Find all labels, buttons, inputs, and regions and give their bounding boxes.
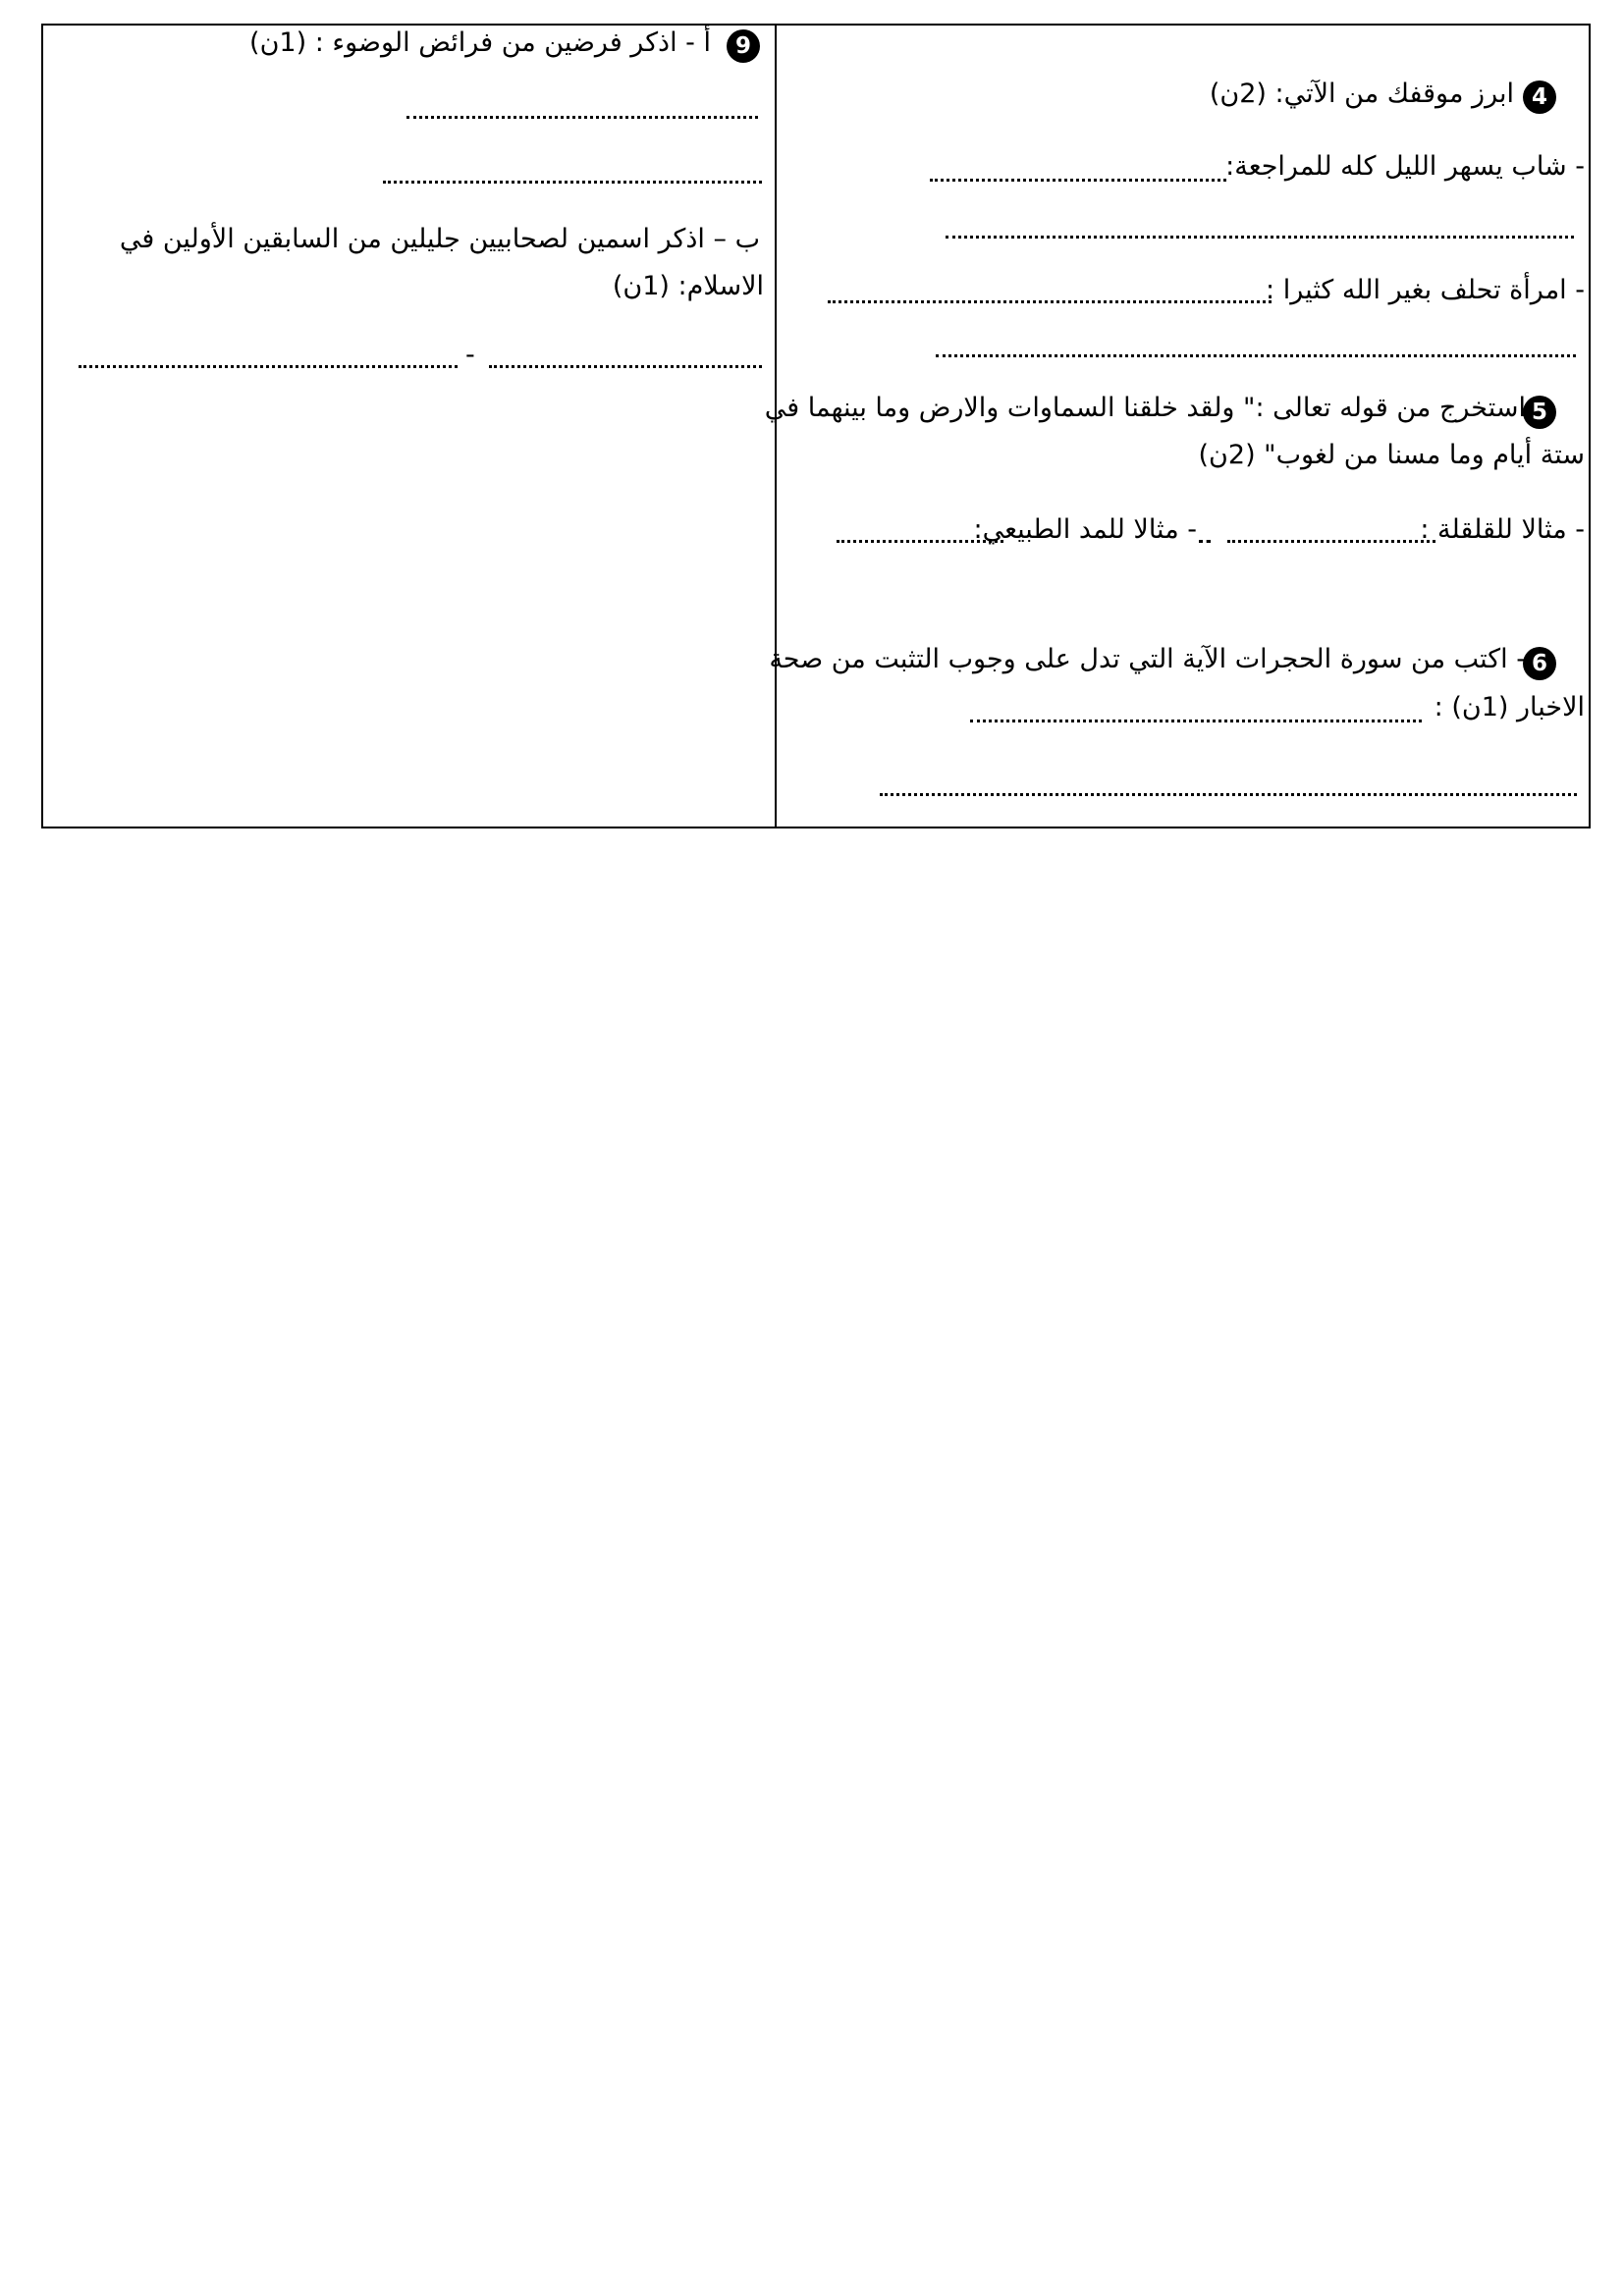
answer-line-6a[interactable] xyxy=(970,720,1422,722)
answer-line-4b[interactable] xyxy=(946,236,1574,239)
question-9-number-badge: 9 xyxy=(727,29,760,63)
answer-line-9b-2[interactable] xyxy=(79,365,458,368)
answer-line-5a[interactable] xyxy=(1227,540,1435,543)
question-9-part-a: أ - اذكر فرضين من فرائض الوضوء : (1ن) xyxy=(249,27,711,58)
question-5-qalqala-label: - مثالا للقلقلة : xyxy=(1420,514,1585,545)
answer-line-9a-2[interactable] xyxy=(383,181,762,184)
answer-line-4a[interactable] xyxy=(930,179,1226,182)
question-9-part-b-line-2: الاسلام: (1ن) xyxy=(612,271,764,301)
exam-table-frame xyxy=(41,24,1591,828)
question-5-line-2: ستة أيام وما مسنا من لغوب" (2ن) xyxy=(1198,440,1585,470)
answer-line-9a-1[interactable] xyxy=(406,116,758,119)
question-6-line-2: الاخبار (1ن) : xyxy=(1434,692,1585,722)
dash-separator-5 xyxy=(1199,540,1211,543)
column-divider xyxy=(775,24,777,828)
answer-line-6b[interactable] xyxy=(880,793,1577,796)
question-6-number-badge: 6 xyxy=(1523,647,1556,680)
question-4-item-2: - امرأة تحلف بغير الله كثيرا : xyxy=(1266,275,1585,305)
question-4-item-1: - شاب يسهر الليل كله للمراجعة: xyxy=(1225,151,1585,182)
question-5-line-1: استخرج من قوله تعالى :" ولقد خلقنا السماوات والارض وما بينهما في xyxy=(764,393,1526,423)
answer-line-9b-1[interactable] xyxy=(489,365,762,368)
question-5-madd-label: - مثالا للمد الطبيعي: xyxy=(973,514,1197,545)
question-4-number-badge: 4 xyxy=(1523,80,1556,114)
question-9-b-separator: - xyxy=(465,340,475,370)
question-9-part-b-line-1: ب – اذكر اسمين لصحابيين جليلين من السابقين الأولين في xyxy=(119,224,760,254)
question-6-line-1: - اكتب من سورة الحجرات الآية التي تدل على وجوب التثبت من صحة xyxy=(769,644,1526,674)
answer-line-4d[interactable] xyxy=(936,354,1576,357)
answer-line-5b[interactable] xyxy=(837,540,1003,543)
question-4-prompt: ابرز موقفك من الآتي: (2ن) xyxy=(1209,79,1514,109)
question-5-number-badge: 5 xyxy=(1523,396,1556,429)
answer-line-4c[interactable] xyxy=(828,300,1272,303)
